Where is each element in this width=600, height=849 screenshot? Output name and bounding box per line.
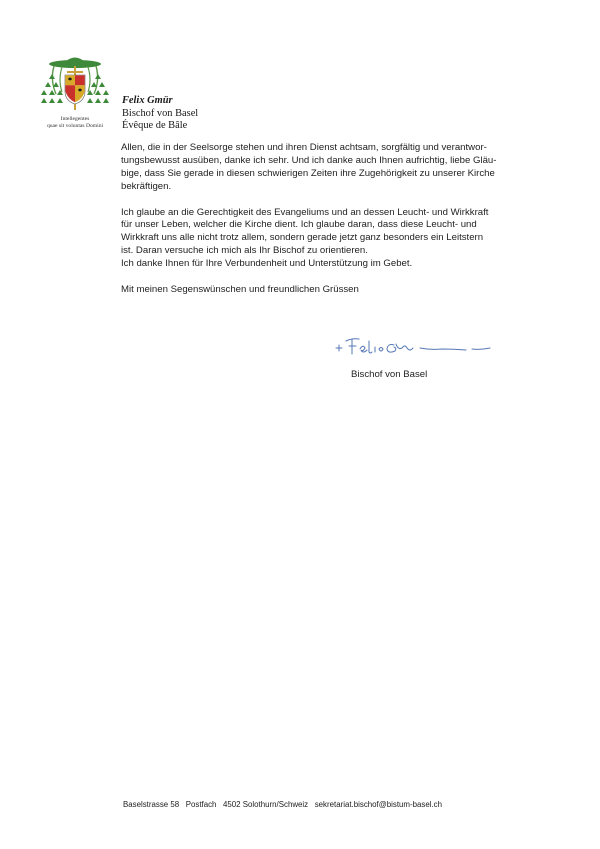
footer-email[interactable]: sekretariat.bischof@bistum-basel.ch: [314, 800, 443, 809]
motto-line-2: quae sit voluntas Domini: [46, 123, 104, 129]
footer-street: Baselstrasse 58: [123, 800, 180, 809]
signature-title: Bischof von Basel: [351, 369, 428, 380]
body-line: Allen, die in der Seelsorge stehen und ihren Dienst achtsam, sorgfältig und verantwor-: [121, 142, 487, 153]
body-line: bekräftigen.: [121, 180, 172, 192]
paragraph-closing: [121, 284, 521, 297]
paragraph-thanks: [121, 142, 521, 194]
body-line: Ich glaube an die Gerechtigkeit des Evangeliums und an dessen Leucht- und Wirkkraft: [121, 206, 489, 218]
paragraph-faith: [121, 207, 521, 272]
body-line: tungsbewusst ausüben, danke ich sehr. Und ich danke auch Ihnen aufrichtig, liebe Gläu-: [121, 154, 497, 166]
galero-hat-crown: [64, 58, 86, 64]
footer-address: [123, 800, 442, 809]
sender-name: Felix Gmür: [122, 95, 173, 106]
body-line: für unser Leben, welcher die Kirche dient. Ich glaube daran, dass diese Leucht- und: [121, 219, 477, 231]
sender-title-german: Bischof von Basel: [122, 107, 199, 119]
handwritten-signature: [332, 335, 497, 359]
body-line: Mit meinen Segenswünschen und freundlichen Grüssen: [121, 283, 359, 295]
body-line: Ich danke Ihnen für Ihre Verbundenheit und Unterstützung im Gebet.: [121, 258, 413, 270]
body-line: ist. Daran versuche ich mich als Ihr Bischof zu orientieren.: [121, 245, 368, 257]
footer-postbox: Postfach: [185, 800, 217, 809]
motto-line-1: Intellegentes: [60, 116, 90, 122]
crest-motto: [38, 116, 112, 130]
sender-title-french: Évêque de Bâle: [122, 120, 188, 132]
letter-body: [121, 142, 521, 310]
sender-block: [122, 95, 198, 133]
body-line: Wirkkraft uns alle nicht trotz allem, sondern gerade jetzt ganz besonders ein Leitstern: [121, 232, 484, 244]
body-line: bige, dass Sie gerade in diesen schwierigen Zeiten ihre Zugehörigkeit zu unserer Kirche: [121, 167, 495, 179]
footer-city: 4502 Solothurn/Schweiz: [223, 800, 309, 809]
